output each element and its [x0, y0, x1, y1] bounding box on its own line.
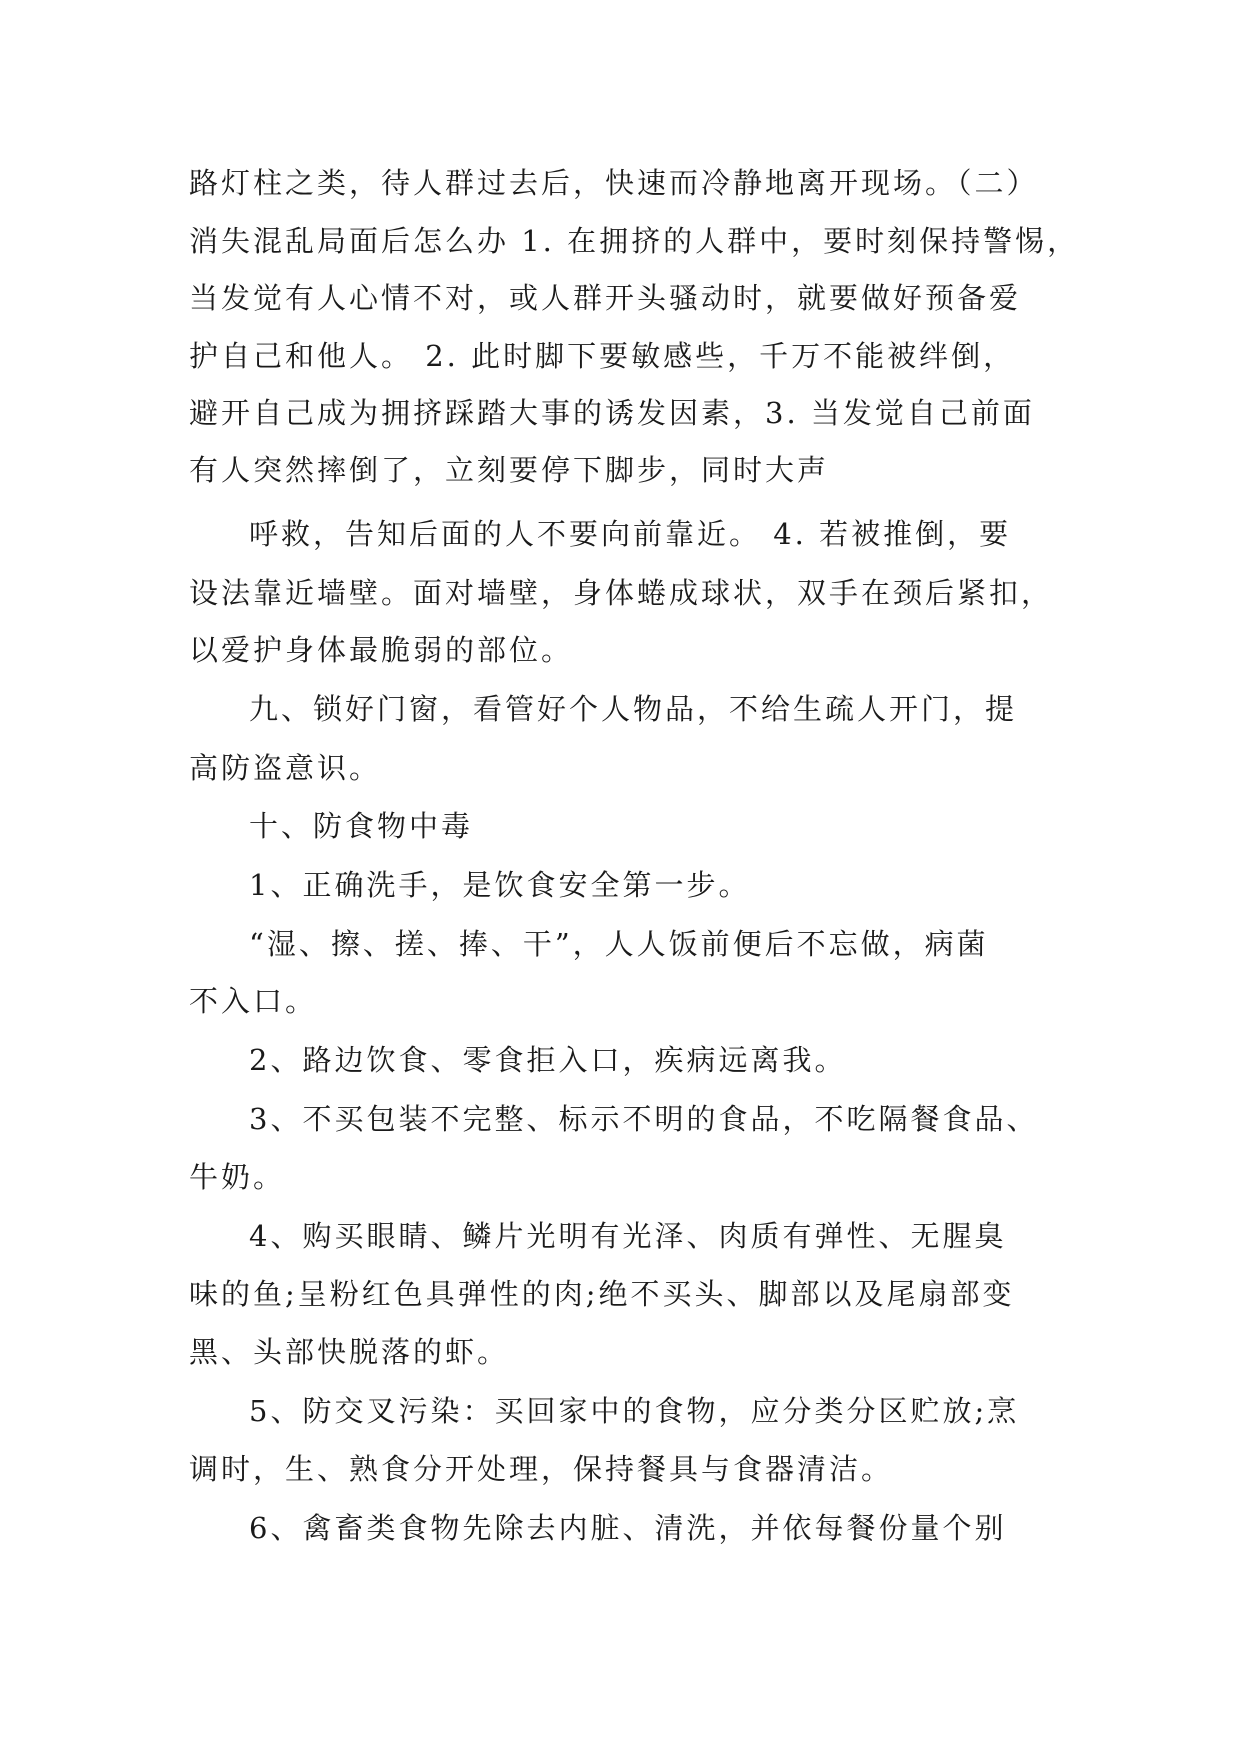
- text-line: 不入口。: [189, 984, 318, 1018]
- text-line: 设法靠近墙壁。面对墙壁，身体蜷成球状，双手在颈后紧扣，: [189, 576, 1054, 610]
- text-line: 护自己和他人。 2. 此时脚下要敏感些，千万不能被绊倒，: [189, 339, 1016, 373]
- text-line: 路灯柱之类，待人群过去后，快速而冷静地离开现场。（二）: [189, 166, 1039, 200]
- text-line: 有人突然摔倒了，立刻要停下脚步，同时大声: [189, 453, 830, 487]
- text-line: 以爱护身体最脆弱的部位。: [189, 633, 574, 667]
- text-line: 6、禽畜类食物先除去内脏、清洗，并依每餐份量个别: [249, 1511, 1007, 1545]
- text-line: 避开自己成为拥挤踩踏大事的诱发因素，3. 当发觉自己前面: [189, 396, 1035, 430]
- section-heading: 十、防食物中毒: [249, 809, 474, 843]
- text-line: 1、正确洗手，是饮食安全第一步。: [249, 868, 751, 902]
- text-line: 牛奶。: [189, 1160, 286, 1194]
- text-line: “湿、擦、搓、捧、干”，人人饭前便后不忘做，病菌: [249, 927, 989, 961]
- text-line: 黑、头部快脱落的虾。: [189, 1335, 510, 1369]
- text-line: 2、路边饮食、零食拒入口，疾病远离我。: [249, 1043, 847, 1077]
- text-line: 调时，生、熟食分开处理，保持餐具与食器清洁。: [189, 1452, 894, 1486]
- text-line: 3、不买包装不完整、标示不明的食品，不吃隔餐食品、: [249, 1102, 1039, 1136]
- text-line: 当发觉有人心情不对，或人群开头骚动时，就要做好预备爱: [189, 281, 1022, 315]
- text-line: 4、购买眼睛、鳞片光明有光泽、肉质有弹性、无腥臭: [249, 1219, 1007, 1253]
- text-line: 味的鱼;呈粉红色具弹性的肉;绝不买头、脚部以及尾扇部变: [189, 1277, 1015, 1311]
- text-line: 高防盗意识。: [189, 751, 382, 785]
- text-line: 消失混乱局面后怎么办 1. 在拥挤的人群中，要时刻保持警惕，: [189, 224, 1080, 258]
- text-line: 5、防交叉污染：买回家中的食物，应分类分区贮放;烹: [249, 1394, 1020, 1428]
- text-line: 九、锁好门窗，看管好个人物品，不给生疏人开门，提: [249, 692, 1018, 726]
- text-line: 呼救，告知后面的人不要向前靠近。 4. 若被推倒，要: [249, 517, 1012, 551]
